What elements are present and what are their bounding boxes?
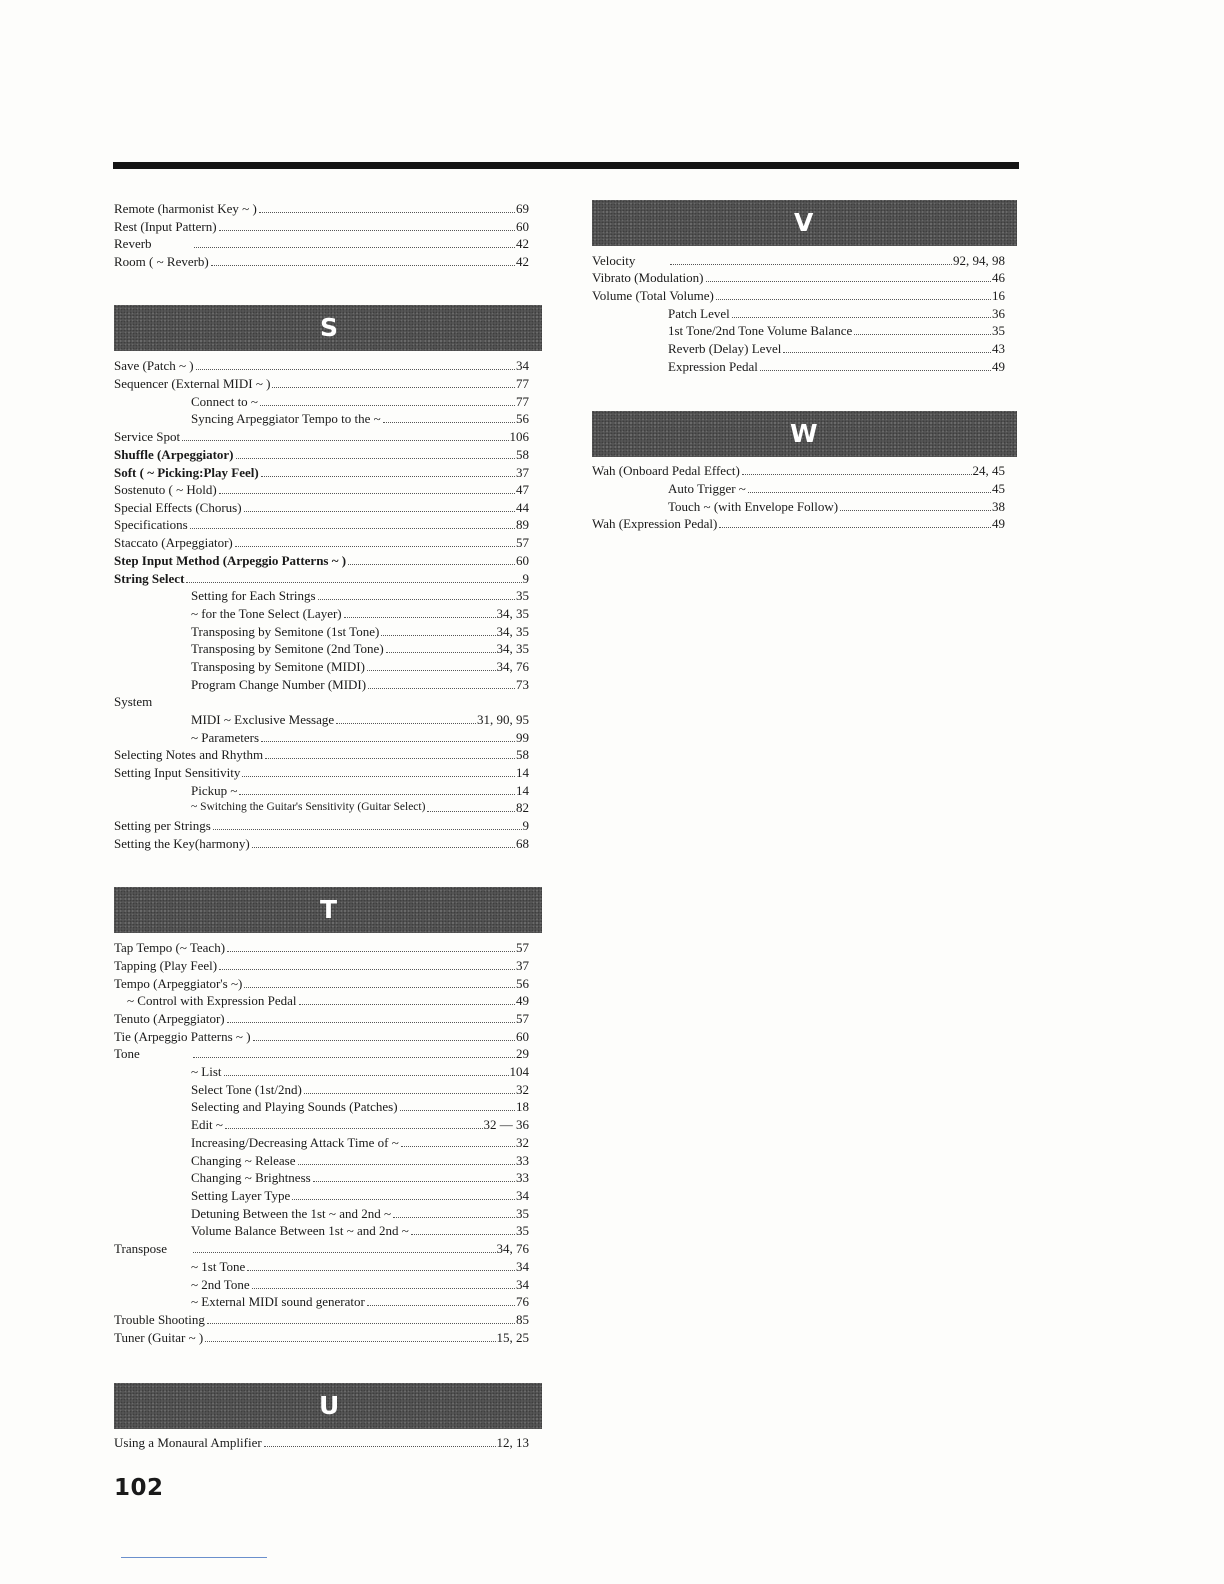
dot-leader	[253, 1040, 515, 1041]
dot-leader	[219, 230, 515, 231]
index-entry	[114, 428, 529, 445]
section-letter: W	[790, 419, 818, 448]
entry-page: 34	[516, 1277, 529, 1292]
index-entry	[191, 1187, 529, 1204]
index-entry	[114, 534, 529, 551]
entry-page: 45	[992, 481, 1005, 496]
index-entry	[191, 410, 529, 427]
index-entry	[668, 498, 1005, 515]
dot-leader	[239, 794, 515, 795]
index-entry	[114, 1329, 529, 1346]
section-letter: V	[794, 208, 814, 237]
index-entry	[114, 975, 529, 992]
dot-leader	[252, 847, 515, 848]
entry-page: 34, 35	[496, 624, 529, 639]
entry-term: ~ 1st Tone	[191, 1259, 246, 1274]
entry-term: ~ External MIDI sound generator	[191, 1294, 365, 1309]
index-entry	[592, 252, 1005, 269]
entry-page: 89	[516, 517, 529, 532]
dot-leader	[261, 741, 515, 742]
entry-page: 35	[516, 588, 529, 603]
entry-term: Tenuto (Arpeggiator)	[114, 1011, 225, 1026]
entry-page: 42	[516, 236, 529, 251]
entry-term: Volume Balance Between 1st ~ and 2nd ~	[191, 1223, 409, 1238]
index-entry	[191, 605, 529, 622]
dot-leader	[670, 264, 952, 265]
dot-leader	[348, 564, 515, 565]
entry-term: Soft ( ~ Picking:Play Feel)	[114, 465, 259, 480]
section-letter: T	[320, 895, 338, 924]
entry-term: String Select	[114, 571, 185, 586]
entry-page: 56	[516, 976, 529, 991]
index-entry	[592, 462, 1005, 479]
index-entry	[114, 218, 529, 235]
index-entry	[114, 375, 529, 392]
entry-term: Tap Tempo (~ Teach)	[114, 940, 226, 955]
dot-leader	[367, 670, 496, 671]
entry-page: 49	[516, 993, 529, 1008]
index-entry	[668, 305, 1005, 322]
index-entry	[191, 640, 529, 657]
entry-term: Velocity	[592, 253, 636, 268]
dot-leader	[224, 1075, 509, 1076]
entry-page: 24, 45	[972, 463, 1005, 478]
index-entry	[114, 939, 529, 956]
entry-term: Edit ~	[191, 1117, 223, 1132]
entry-page: 57	[516, 535, 529, 550]
index-entry	[114, 357, 529, 374]
entry-term: Tie (Arpeggio Patterns ~ )	[114, 1029, 251, 1044]
dot-leader	[219, 969, 515, 970]
entry-term: Changing ~ Release	[191, 1153, 296, 1168]
entry-term: MIDI ~ Exclusive Message	[191, 712, 335, 727]
entry-page: 12, 13	[496, 1435, 529, 1450]
dot-leader	[182, 440, 508, 441]
entry-term: ~ for the Tone Select (Layer)	[191, 606, 342, 621]
entry-page: 104	[509, 1064, 529, 1079]
entry-term: Special Effects (Chorus)	[114, 500, 242, 515]
entry-page: 49	[992, 516, 1005, 531]
index-entry	[668, 340, 1005, 357]
dot-leader	[383, 422, 515, 423]
index-entry	[114, 446, 529, 463]
section-header-w	[592, 411, 1017, 457]
entry-page: 60	[516, 219, 529, 234]
index-entry	[191, 1169, 529, 1186]
dot-leader	[235, 546, 515, 547]
entry-page: 15, 25	[496, 1330, 529, 1345]
entry-term: Save (Patch ~ )	[114, 358, 194, 373]
entry-term: Transpose	[114, 1241, 167, 1256]
dot-leader	[244, 511, 515, 512]
entry-term: Setting the Key(harmony)	[114, 836, 250, 851]
dot-leader	[186, 582, 521, 583]
index-entry	[191, 658, 529, 675]
index-entry	[592, 269, 1005, 286]
dot-leader	[706, 281, 991, 282]
dot-leader	[227, 951, 515, 952]
dot-leader	[299, 1004, 515, 1005]
entry-term: Patch Level	[668, 306, 730, 321]
entry-page: 85	[516, 1312, 529, 1327]
entry-term: Auto Trigger ~	[668, 481, 746, 496]
entry-page: 57	[516, 1011, 529, 1026]
entry-term: Syncing Arpeggiator Tempo to the ~	[191, 411, 381, 426]
entry-term: Select Tone (1st/2nd)	[191, 1082, 302, 1097]
entry-term: Using a Monaural Amplifier	[114, 1435, 262, 1450]
section-header-u	[114, 1383, 542, 1429]
dot-leader	[313, 1181, 515, 1182]
dot-leader	[400, 1110, 515, 1111]
index-entry	[592, 287, 1005, 304]
dot-leader	[344, 617, 496, 618]
entry-page: 31, 90, 95	[477, 712, 529, 727]
entry-page: 68	[516, 836, 529, 851]
index-entry	[191, 729, 529, 746]
entry-term: ~ Parameters	[191, 730, 260, 745]
entry-term: Remote (harmonist Key ~ )	[114, 201, 257, 216]
entry-page: 35	[516, 1206, 529, 1221]
index-entry	[191, 1098, 529, 1115]
entry-page: 34	[516, 358, 529, 373]
dot-leader	[336, 723, 476, 724]
dot-leader	[368, 688, 515, 689]
index-entry	[668, 480, 1005, 497]
dot-leader	[748, 492, 991, 493]
dot-leader	[211, 265, 515, 266]
entry-page: 49	[992, 359, 1005, 374]
entry-page: 18	[516, 1099, 529, 1114]
index-entry	[191, 1222, 529, 1239]
entry-page: 73	[516, 677, 529, 692]
index-entry	[592, 515, 1005, 532]
index-entry	[191, 1258, 529, 1275]
entry-page: 9	[522, 571, 529, 586]
entry-term: Reverb	[114, 236, 152, 251]
dot-leader	[260, 405, 515, 406]
dot-leader	[225, 1128, 483, 1129]
entry-page: 33	[516, 1170, 529, 1185]
entry-term: Touch ~ (with Envelope Follow)	[668, 499, 839, 514]
entry-term: Sostenuto ( ~ Hold)	[114, 482, 217, 497]
entry-page: 32 — 36	[483, 1117, 529, 1132]
dot-leader	[227, 1022, 515, 1023]
index-entry	[191, 393, 529, 410]
entry-page: 92, 94, 98	[953, 253, 1005, 268]
dot-leader	[304, 1093, 515, 1094]
right-column	[592, 0, 1005, 1584]
entry-term: Connect to ~	[191, 394, 258, 409]
section-header-s	[114, 305, 542, 351]
index-entry	[114, 499, 529, 516]
entry-page: 37	[516, 958, 529, 973]
entry-term: Increasing/Decreasing Attack Time of ~	[191, 1135, 399, 1150]
section-letter: S	[320, 313, 339, 342]
dot-leader	[264, 1446, 496, 1447]
entry-term: Rest (Input Pattern)	[114, 219, 217, 234]
entry-term: Vibrato (Modulation)	[592, 270, 704, 285]
index-entry	[114, 1240, 529, 1257]
entry-term: ~ Switching the Guitar's Sensitivity (Guitar Select)	[191, 801, 426, 813]
index-entry	[114, 200, 529, 217]
entry-page: 35	[516, 1223, 529, 1238]
entry-term: Program Change Number (MIDI)	[191, 677, 367, 692]
dot-leader	[840, 510, 991, 511]
entry-page: 34, 35	[496, 641, 529, 656]
entry-page: 77	[516, 376, 529, 391]
entry-term: ~ 2nd Tone	[191, 1277, 250, 1292]
entry-page: 29	[516, 1046, 529, 1061]
entry-term: Shuffle (Arpeggiator)	[114, 447, 234, 462]
dot-leader	[242, 776, 515, 777]
dot-leader	[193, 1057, 515, 1058]
index-entry	[191, 676, 529, 693]
entry-term: Room ( ~ Reverb)	[114, 254, 209, 269]
section-header-v	[592, 200, 1017, 246]
dot-leader	[719, 527, 991, 528]
dot-leader	[196, 369, 515, 370]
entry-term: Setting Layer Type	[191, 1188, 291, 1203]
entry-term: Selecting and Playing Sounds (Patches)	[191, 1099, 398, 1114]
entry-page: 14	[516, 765, 529, 780]
entry-page: 47	[516, 482, 529, 497]
dot-leader	[213, 829, 522, 830]
dot-leader	[194, 247, 515, 248]
index-entry	[114, 1434, 529, 1451]
entry-term: Tapping (Play Feel)	[114, 958, 218, 973]
entry-page: 76	[516, 1294, 529, 1309]
index-entry	[114, 253, 529, 270]
entry-page: 32	[516, 1135, 529, 1150]
entry-term: Step Input Method (Arpeggio Patterns ~ )	[114, 553, 347, 568]
dot-leader	[367, 1305, 515, 1306]
entry-term: Sequencer (External MIDI ~ )	[114, 376, 271, 391]
entry-page: 38	[992, 499, 1005, 514]
entry-term: Volume (Total Volume)	[592, 288, 714, 303]
index-entry	[114, 1010, 529, 1027]
section-letter: U	[319, 1391, 340, 1420]
entry-term: Trouble Shooting	[114, 1312, 205, 1327]
index-entry	[191, 1081, 529, 1098]
entry-term: 1st Tone/2nd Tone Volume Balance	[668, 323, 853, 338]
entry-term: Reverb (Delay) Level	[668, 341, 782, 356]
index-entry	[191, 1116, 529, 1133]
index-entry	[191, 1063, 529, 1080]
dot-leader	[252, 1288, 515, 1289]
index-entry	[191, 799, 529, 816]
dot-leader	[298, 1164, 515, 1165]
dot-leader	[386, 652, 496, 653]
entry-term: Tone	[114, 1046, 140, 1061]
entry-page: 43	[992, 341, 1005, 356]
index-entry	[114, 835, 529, 852]
entry-page: 44	[516, 500, 529, 515]
entry-page: 34, 76	[496, 659, 529, 674]
bottom-divider	[121, 1557, 267, 1558]
entry-page: 34, 76	[496, 1241, 529, 1256]
entry-page: 34	[516, 1188, 529, 1203]
dot-leader	[190, 528, 515, 529]
entry-page: 57	[516, 940, 529, 955]
entry-page: 35	[992, 323, 1005, 338]
dot-leader	[261, 476, 515, 477]
index-entry	[191, 623, 529, 640]
dot-leader	[292, 1199, 515, 1200]
dot-leader	[411, 1234, 515, 1235]
entry-page: 106	[509, 429, 529, 444]
index-entry	[114, 235, 529, 252]
entry-term: Selecting Notes and Rhythm	[114, 747, 264, 762]
dot-leader	[760, 370, 991, 371]
entry-term: Transposing by Semitone (1st Tone)	[191, 624, 380, 639]
entry-term: ~ Control with Expression Pedal	[127, 993, 297, 1008]
dot-leader	[783, 352, 991, 353]
entry-page: 42	[516, 254, 529, 269]
entry-term: Transposing by Semitone (MIDI)	[191, 659, 365, 674]
dot-leader	[393, 1217, 515, 1218]
entry-page: 99	[516, 730, 529, 745]
entry-page: 58	[516, 747, 529, 762]
index-entry	[114, 552, 529, 569]
entry-page: 14	[516, 783, 529, 798]
entry-term: Expression Pedal	[668, 359, 758, 374]
entry-term: Service Spot	[114, 429, 181, 444]
entry-term: Detuning Between the 1st ~ and 2nd ~	[191, 1206, 392, 1221]
entry-page: 69	[516, 201, 529, 216]
index-entry	[191, 1276, 529, 1293]
index-entry	[191, 1293, 529, 1310]
entry-page: 60	[516, 553, 529, 568]
index-entry	[191, 1205, 529, 1222]
dot-leader	[742, 474, 972, 475]
index-entry	[191, 587, 529, 604]
dot-leader	[259, 212, 515, 213]
entry-term: Wah (Expression Pedal)	[592, 516, 718, 531]
index-entry	[114, 516, 529, 533]
entry-term: Staccato (Arpeggiator)	[114, 535, 233, 550]
index-entry	[114, 957, 529, 974]
entry-page: 9	[522, 818, 529, 833]
dot-leader	[318, 599, 515, 600]
entry-term: Tuner (Guitar ~ )	[114, 1330, 204, 1345]
index-entry	[114, 464, 529, 481]
left-column	[114, 0, 529, 1584]
entry-page: 77	[516, 394, 529, 409]
entry-page: 58	[516, 447, 529, 462]
dot-leader	[193, 1252, 496, 1253]
section-header-t	[114, 887, 542, 933]
dot-leader	[247, 1270, 515, 1271]
index-entry	[127, 992, 529, 1009]
index-entry	[114, 570, 529, 587]
index-entry	[191, 711, 529, 728]
index-entry	[668, 322, 1005, 339]
dot-leader	[272, 387, 515, 388]
entry-term: Changing ~ Brightness	[191, 1170, 311, 1185]
entry-page: 34, 35	[496, 606, 529, 621]
entry-page: 32	[516, 1082, 529, 1097]
index-entry	[114, 746, 529, 763]
entry-term: Setting Input Sensitivity	[114, 765, 241, 780]
entry-page: 56	[516, 411, 529, 426]
dot-leader	[205, 1341, 495, 1342]
dot-leader	[236, 458, 515, 459]
index-entry	[114, 764, 529, 781]
entry-page: 46	[992, 270, 1005, 285]
entry-term: ~ List	[191, 1064, 222, 1079]
entry-page: 82	[516, 800, 529, 815]
dot-leader	[207, 1323, 515, 1324]
index-entry	[114, 817, 529, 834]
entry-term: Setting per Strings	[114, 818, 211, 833]
page-number: 102	[114, 1475, 164, 1501]
entry-page: 60	[516, 1029, 529, 1044]
entry-page: 36	[992, 306, 1005, 321]
index-entry	[114, 481, 529, 498]
index-entry	[191, 1152, 529, 1169]
entry-page: 33	[516, 1153, 529, 1168]
index-entry	[191, 782, 529, 799]
dot-leader	[244, 987, 515, 988]
index-entry	[668, 358, 1005, 375]
entry-page: 37	[516, 465, 529, 480]
entry-term: Specifications	[114, 517, 188, 532]
entry-term: System	[114, 694, 153, 709]
dot-leader	[219, 493, 515, 494]
entry-term: Tempo (Arpeggiator's ~)	[114, 976, 243, 991]
dot-leader	[716, 299, 991, 300]
dot-leader	[381, 635, 495, 636]
index-entry	[114, 1045, 529, 1062]
entry-term: Pickup ~	[191, 783, 238, 798]
dot-leader	[427, 811, 515, 812]
index-entry	[191, 1134, 529, 1151]
index-entry	[114, 1028, 529, 1045]
dot-leader	[265, 758, 515, 759]
dot-leader	[854, 334, 991, 335]
dot-leader	[401, 1146, 515, 1147]
entry-term: Setting for Each Strings	[191, 588, 316, 603]
entry-page: 16	[992, 288, 1005, 303]
index-entry	[114, 693, 529, 710]
dot-leader	[732, 317, 991, 318]
entry-page: 34	[516, 1259, 529, 1274]
entry-term: Wah (Onboard Pedal Effect)	[592, 463, 740, 478]
index-entry	[114, 1311, 529, 1328]
entry-term: Transposing by Semitone (2nd Tone)	[191, 641, 384, 656]
